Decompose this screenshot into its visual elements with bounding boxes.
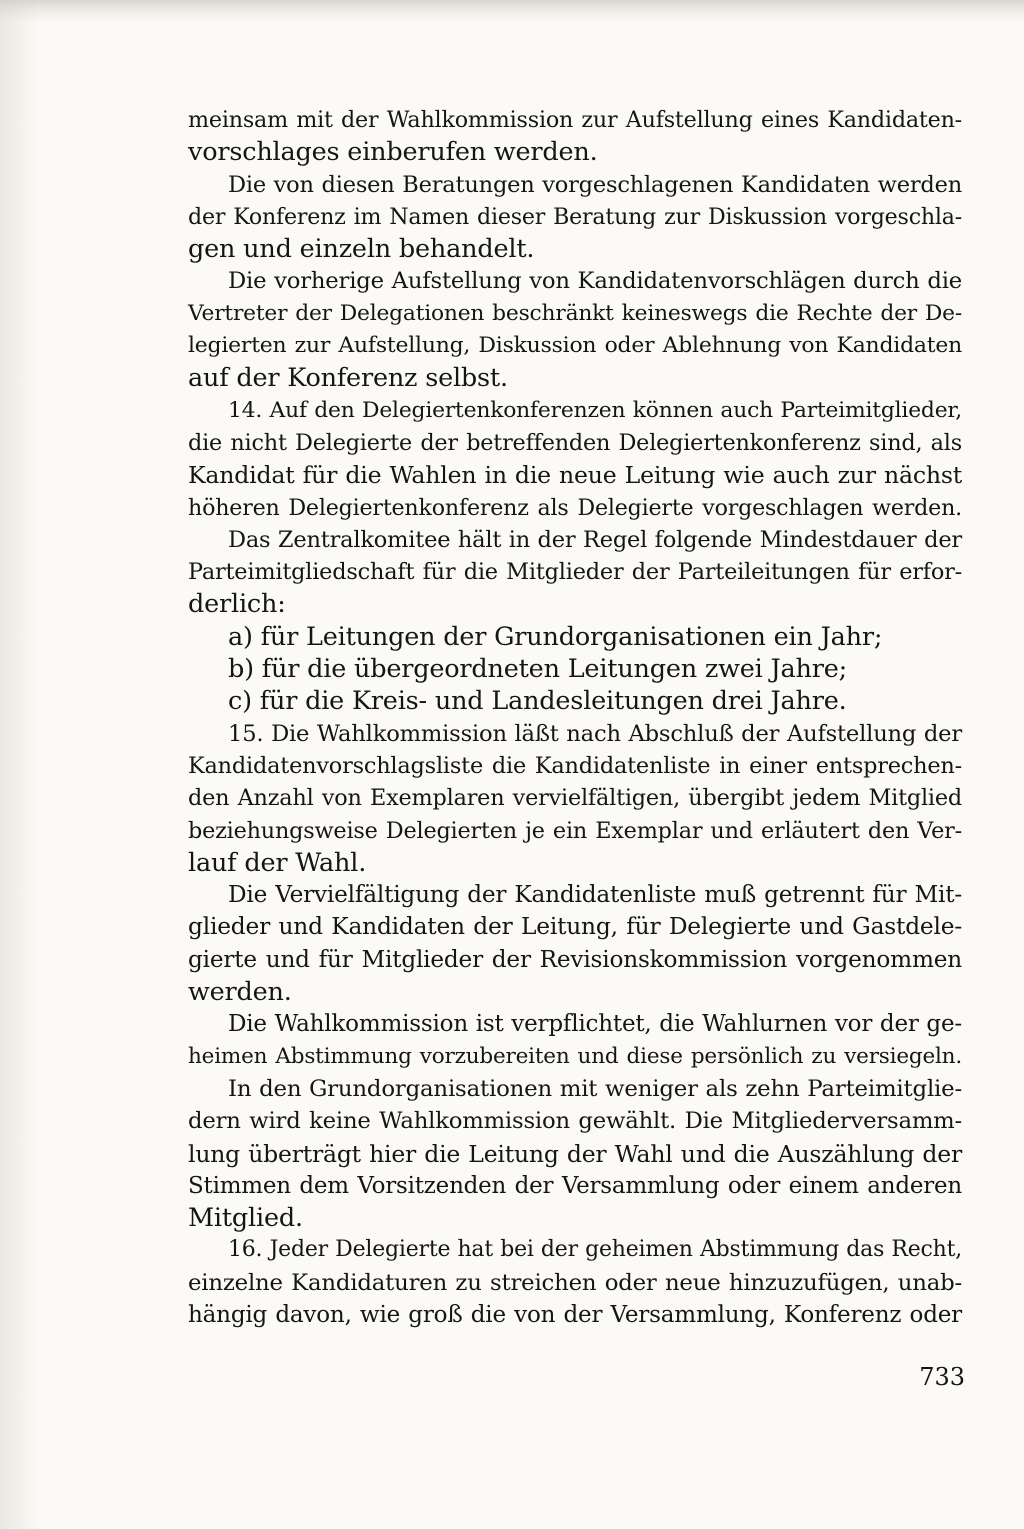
text-line: Die von diesen Beratungen vorgeschlagenen Kandidaten werden	[228, 171, 962, 198]
text-line: legierten zur Aufstellung, Diskussion oder Ablehnung von Kandidaten	[188, 333, 962, 359]
text-line: Das Zentralkomitee hält in der Regel folgende Mindestdauer der	[228, 526, 962, 553]
text-line: 14. Auf den Delegiertenkonferenzen können auch Parteimitglieder,	[228, 397, 962, 423]
page-number: 733	[919, 1363, 965, 1391]
text-line: einzelne Kandidaturen zu streichen oder neue hinzuzufügen, unab-	[188, 1269, 962, 1296]
text-line: Die vorherige Aufstellung von Kandidatenvorschlägen durch die	[228, 268, 962, 295]
text-line: Kandidat für die Wahlen in die neue Leitung wie auch zur nächst	[188, 461, 962, 490]
text-line: Die Vervielfältigung der Kandidatenliste muß getrennt für Mit-	[228, 881, 962, 909]
page-body-text	[188, 104, 962, 1331]
text-line: Parteimitgliedschaft für die Mitglieder der Parteileitungen für erfor-	[188, 559, 962, 586]
text-line: lung überträgt hier die Leitung der Wahl und die Auszählung der	[188, 1139, 962, 1168]
text-line: lauf der Wahl.	[188, 847, 367, 878]
text-line: Mitglied.	[188, 1203, 303, 1234]
text-line: hängig davon, wie groß die von der Versammlung, Konferenz oder	[188, 1301, 962, 1328]
text-line: der Konferenz im Namen dieser Beratung zur Diskussion vorgeschla-	[188, 203, 962, 230]
text-line: b) für die übergeordneten Leitungen zwei Jahre;	[228, 654, 848, 685]
text-line: gen und einzeln behandelt.	[188, 234, 535, 265]
text-line: auf der Konferenz selbst.	[188, 363, 508, 394]
text-line: die nicht Delegierte der betreffenden Delegiertenkonferenz sind, als	[188, 429, 962, 456]
text-line: Kandidatenvorschlagsliste die Kandidatenliste in einer entsprechen-	[188, 752, 962, 779]
text-line: a) für Leitungen der Grundorganisationen ein Jahr;	[228, 621, 883, 652]
text-line: c) für die Kreis- und Landesleitungen drei Jahre.	[228, 686, 847, 717]
text-line: 15. Die Wahlkommission läßt nach Abschluß der Aufstellung der	[228, 720, 962, 747]
text-line: dern wird keine Wahlkommission gewählt. Die Mitgliederversamm-	[188, 1108, 962, 1135]
text-line: werden.	[188, 977, 292, 1008]
text-line: In den Grundorganisationen mit weniger als zehn Parteimitglie-	[228, 1075, 962, 1102]
text-line: derlich:	[188, 589, 286, 620]
scan-left-edge	[0, 0, 40, 1529]
text-line: Stimmen dem Vorsitzenden der Versammlung oder einem anderen	[188, 1172, 962, 1199]
text-line: Die Wahlkommission ist verpflichtet, die Wahlurnen vor der ge-	[228, 1011, 962, 1038]
text-line: Vertreter der Delegationen beschränkt keineswegs die Rechte der De-	[188, 300, 962, 326]
text-line: vorschlages einberufen werden.	[188, 137, 598, 168]
text-line: 16. Jeder Delegierte hat bei der geheimen Abstimmung das Recht,	[228, 1237, 962, 1263]
text-line: glieder und Kandidaten der Leitung, für Delegierte und Gastdele-	[188, 913, 962, 941]
scan-top-edge	[0, 0, 1024, 22]
text-line: beziehungsweise Delegierten je ein Exemplar und erläutert den Ver-	[188, 817, 962, 844]
text-line: höheren Delegiertenkonferenz als Delegierte vorgeschlagen werden.	[188, 494, 962, 521]
text-line: meinsam mit der Wahlkommission zur Aufstellung eines Kandidaten-	[188, 107, 962, 133]
text-line: den Anzahl von Exemplaren vervielfältigen, übergibt jedem Mitglied	[188, 785, 962, 812]
text-line: heimen Abstimmung vorzubereiten und diese persönlich zu versiegeln.	[188, 1043, 962, 1069]
text-line: gierte und für Mitglieder der Revisionskommission vorgenommen	[188, 945, 962, 973]
